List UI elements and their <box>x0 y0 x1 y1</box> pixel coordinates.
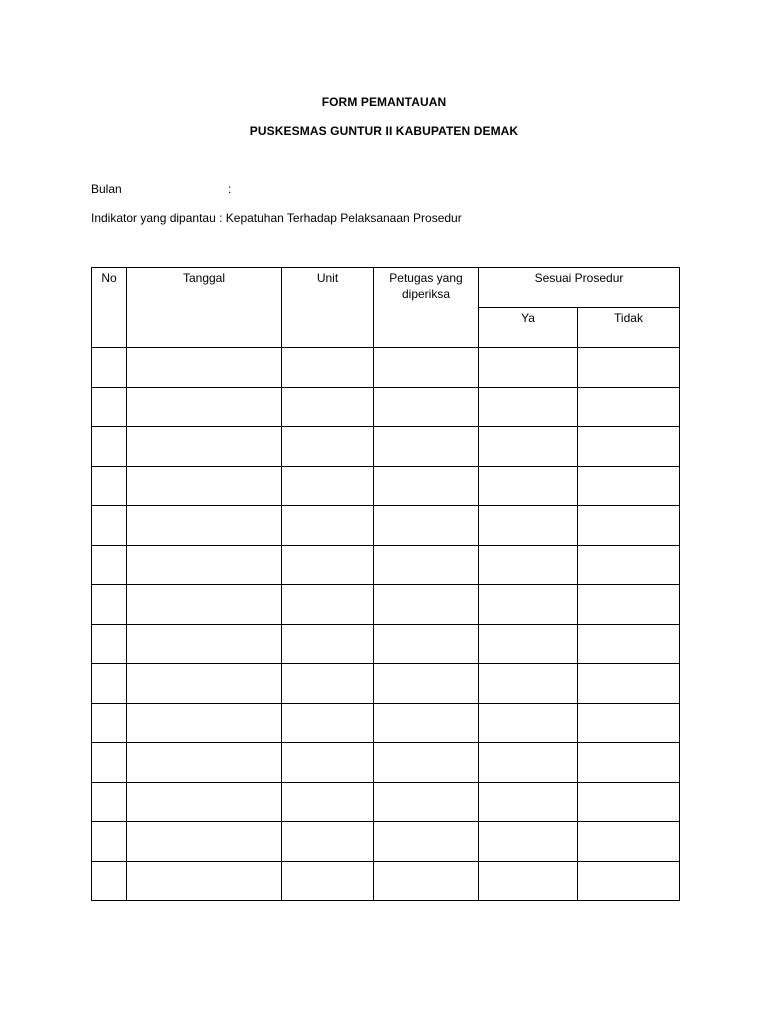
header-sesuai-prosedur: Sesuai Prosedur <box>479 268 680 308</box>
table-cell-petugas[interactable] <box>374 861 479 901</box>
table-row <box>92 743 680 783</box>
table-cell-petugas[interactable] <box>374 743 479 783</box>
table-cell-petugas[interactable] <box>374 664 479 704</box>
table-cell-tanggal[interactable] <box>127 861 282 901</box>
table-cell-unit[interactable] <box>282 585 374 625</box>
table-cell-ya[interactable] <box>479 782 578 822</box>
table-cell-petugas[interactable] <box>374 822 479 862</box>
table-cell-unit[interactable] <box>282 822 374 862</box>
table-cell-tidak[interactable] <box>578 624 680 664</box>
table-cell-ya[interactable] <box>479 348 578 388</box>
table-cell-unit[interactable] <box>282 506 374 546</box>
table-cell-petugas[interactable] <box>374 782 479 822</box>
table-cell-unit[interactable] <box>282 427 374 467</box>
table-cell-tanggal[interactable] <box>127 743 282 783</box>
table-cell-no[interactable] <box>92 743 127 783</box>
table-cell-unit[interactable] <box>282 387 374 427</box>
table-row <box>92 585 680 625</box>
table-cell-tanggal[interactable] <box>127 624 282 664</box>
table-cell-tanggal[interactable] <box>127 703 282 743</box>
table-cell-petugas[interactable] <box>374 506 479 546</box>
table-row <box>92 624 680 664</box>
table-cell-no[interactable] <box>92 585 127 625</box>
table-row <box>92 348 680 388</box>
table-cell-unit[interactable] <box>282 782 374 822</box>
table-cell-tidak[interactable] <box>578 743 680 783</box>
table-cell-unit[interactable] <box>282 664 374 704</box>
table-cell-ya[interactable] <box>479 427 578 467</box>
table-cell-unit[interactable] <box>282 624 374 664</box>
table-cell-ya[interactable] <box>479 822 578 862</box>
table-cell-ya[interactable] <box>479 664 578 704</box>
table-cell-no[interactable] <box>92 427 127 467</box>
header-petugas-line2: diperiksa <box>401 287 451 301</box>
form-subtitle: PUSKESMAS GUNTUR II KABUPATEN DEMAK <box>249 124 519 138</box>
table-cell-no[interactable] <box>92 703 127 743</box>
table-cell-tidak[interactable] <box>578 427 680 467</box>
table-cell-no[interactable] <box>92 506 127 546</box>
header-tidak: Tidak <box>578 308 680 348</box>
table-cell-petugas[interactable] <box>374 624 479 664</box>
table-cell-tidak[interactable] <box>578 348 680 388</box>
table-cell-tanggal[interactable] <box>127 585 282 625</box>
table-cell-unit[interactable] <box>282 348 374 388</box>
table-cell-petugas[interactable] <box>374 466 479 506</box>
table-cell-petugas[interactable] <box>374 348 479 388</box>
table-cell-tidak[interactable] <box>578 585 680 625</box>
table-row <box>92 822 680 862</box>
table-cell-no[interactable] <box>92 387 127 427</box>
table-cell-no[interactable] <box>92 861 127 901</box>
table-row <box>92 782 680 822</box>
header-no: No <box>92 268 127 348</box>
table-cell-tanggal[interactable] <box>127 545 282 585</box>
table-cell-tidak[interactable] <box>578 782 680 822</box>
table-row <box>92 664 680 704</box>
bulan-label: Bulan <box>91 182 122 196</box>
header-tanggal: Tanggal <box>127 268 282 348</box>
table-cell-no[interactable] <box>92 466 127 506</box>
table-cell-no[interactable] <box>92 624 127 664</box>
table-cell-no[interactable] <box>92 664 127 704</box>
table-cell-ya[interactable] <box>479 743 578 783</box>
table-cell-petugas[interactable] <box>374 585 479 625</box>
table-cell-ya[interactable] <box>479 585 578 625</box>
table-cell-tidak[interactable] <box>578 545 680 585</box>
header-petugas-line1: Petugas yang <box>389 271 463 285</box>
table-cell-tanggal[interactable] <box>127 782 282 822</box>
header-ya: Ya <box>479 308 578 348</box>
table-cell-no[interactable] <box>92 822 127 862</box>
table-cell-tidak[interactable] <box>578 466 680 506</box>
table-cell-ya[interactable] <box>479 861 578 901</box>
table-cell-petugas[interactable] <box>374 703 479 743</box>
header-unit: Unit <box>282 268 374 348</box>
table-cell-no[interactable] <box>92 348 127 388</box>
table-cell-unit[interactable] <box>282 545 374 585</box>
table-cell-petugas[interactable] <box>374 387 479 427</box>
table-cell-tanggal[interactable] <box>127 427 282 467</box>
table-cell-tanggal[interactable] <box>127 506 282 546</box>
table-cell-unit[interactable] <box>282 466 374 506</box>
table-cell-tanggal[interactable] <box>127 348 282 388</box>
table-cell-tidak[interactable] <box>578 387 680 427</box>
indikator-field: Indikator yang dipantau : Kepatuhan Terhadap Pelaksanaan Prosedur <box>91 211 462 225</box>
table-cell-tidak[interactable] <box>578 822 680 862</box>
table-cell-ya[interactable] <box>479 506 578 546</box>
table-cell-tanggal[interactable] <box>127 387 282 427</box>
table-cell-ya[interactable] <box>479 466 578 506</box>
table-body <box>92 348 680 901</box>
table-row <box>92 703 680 743</box>
monitoring-table <box>91 267 680 901</box>
table-cell-ya[interactable] <box>479 624 578 664</box>
table-row <box>92 387 680 427</box>
table-cell-ya[interactable] <box>479 703 578 743</box>
table-cell-tidak[interactable] <box>578 861 680 901</box>
table-row <box>92 427 680 467</box>
table-cell-petugas[interactable] <box>374 427 479 467</box>
table-cell-ya[interactable] <box>479 387 578 427</box>
table-cell-petugas[interactable] <box>374 545 479 585</box>
table-cell-no[interactable] <box>92 545 127 585</box>
table-cell-tanggal[interactable] <box>127 822 282 862</box>
table-cell-ya[interactable] <box>479 545 578 585</box>
table-cell-tidak[interactable] <box>578 506 680 546</box>
header-petugas <box>374 268 479 348</box>
table-row <box>92 506 680 546</box>
table-cell-unit[interactable] <box>282 861 374 901</box>
table-cell-tanggal[interactable] <box>127 664 282 704</box>
form-title: FORM PEMANTAUAN <box>321 95 447 109</box>
table-cell-tidak[interactable] <box>578 703 680 743</box>
bulan-colon: : <box>228 182 232 196</box>
table-row <box>92 466 680 506</box>
table-cell-no[interactable] <box>92 782 127 822</box>
table-cell-unit[interactable] <box>282 743 374 783</box>
table-row <box>92 545 680 585</box>
table-cell-tanggal[interactable] <box>127 466 282 506</box>
table-cell-tidak[interactable] <box>578 664 680 704</box>
table-row <box>92 861 680 901</box>
table-cell-unit[interactable] <box>282 703 374 743</box>
bulan-field <box>91 182 232 196</box>
